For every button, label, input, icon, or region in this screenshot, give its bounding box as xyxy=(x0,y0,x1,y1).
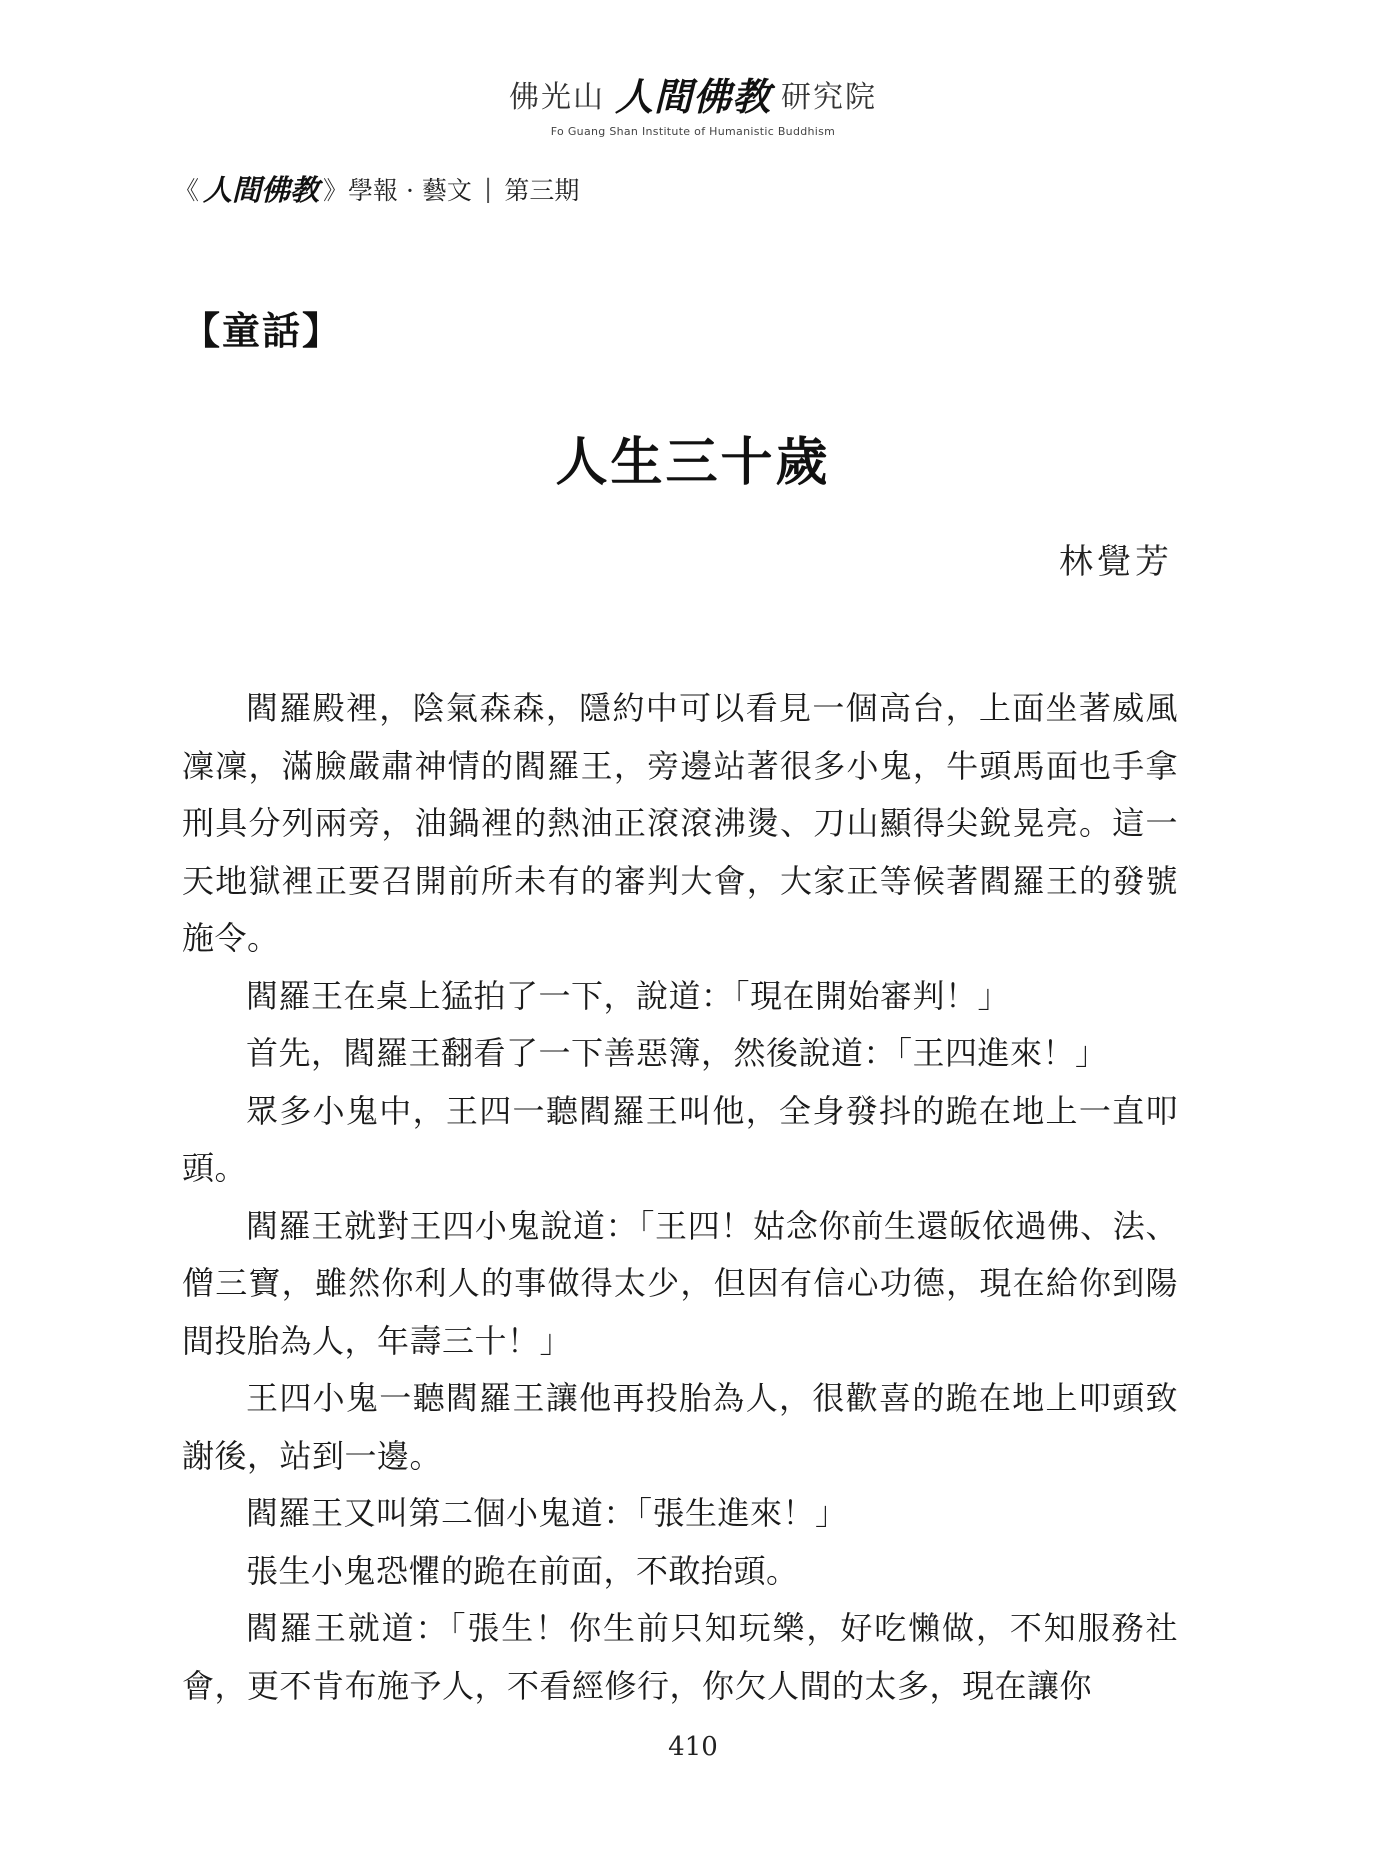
paragraph: 眾多小鬼中，王四一聽閻羅王叫他，全身發抖的跪在地上一直叩頭。 xyxy=(182,1091,1178,1187)
section-label: 【童話】 xyxy=(182,308,343,353)
paragraph: 閻羅王又叫第二個小鬼道：「張生進來！」 xyxy=(246,1494,848,1532)
journal-issue: 第三期 xyxy=(504,175,580,205)
paragraph: 閻羅王在桌上猛拍了一下，說道：「現在開始審判！」 xyxy=(246,976,1011,1015)
page-number: 410 xyxy=(668,1732,718,1762)
institute-prefix: 佛光山 xyxy=(508,79,605,115)
institute-brand-logo: 人間佛教 xyxy=(614,74,771,119)
article-body xyxy=(182,680,1178,1715)
page-header xyxy=(0,66,1386,138)
paragraph: 張生小鬼恐懼的跪在前面，不敢抬頭。 xyxy=(246,1551,799,1590)
institute-name xyxy=(509,66,877,121)
paragraph: 首先，閻羅王翻看了一下善惡簿，然後說道：「王四進來！」 xyxy=(246,1034,1108,1072)
paragraph: 閻羅殿裡，陰氣森森，隱約中可以看見一個高台，上面坐著威風凜凜，滿臉嚴肅神情的閻羅王，旁邊站著很多小鬼，牛頭馬面也手拿刑具分列兩旁，油鍋裡的熱油正滾滾沸燙、刀山顯得尖銳晃亮。這一天地獄裡正要召開前所未有的審判大會，大家正等候著閻羅王的發號施令。 xyxy=(182,689,1178,957)
institute-suffix: 研究院 xyxy=(781,79,877,115)
journal-name: 》學報 · 藝文 xyxy=(323,175,472,205)
journal-open-bracket: 《 xyxy=(174,175,200,205)
article-title: 人生三十歲 xyxy=(555,432,831,493)
journal-brand-logo: 人間佛教 xyxy=(203,173,320,207)
journal-divider: | xyxy=(483,174,493,203)
journal-running-head xyxy=(174,168,579,209)
paragraph: 王四小鬼一聽閻羅王讓他再投胎為人，很歡喜的跪在地上叩頭致謝後，站到一邊。 xyxy=(182,1379,1178,1475)
paragraph: 閻羅王就道：「張生！你生前只知玩樂，好吃懶做，不知服務社會，更不肯布施予人，不看經修行，你欠人間的太多，現在讓你 xyxy=(182,1609,1178,1705)
article-author: 林覺芳 xyxy=(1059,542,1173,582)
paragraph: 閻羅王就對王四小鬼說道：「王四！姑念你前生還皈依過佛、法、僧三寶，雖然你利人的事做得太少，但因有信心功德，現在給你到陽間投胎為人，年壽三十！」 xyxy=(182,1206,1178,1360)
institute-english-name: Fo Guang Shan Institute of Humanistic Buddhism xyxy=(550,125,836,138)
